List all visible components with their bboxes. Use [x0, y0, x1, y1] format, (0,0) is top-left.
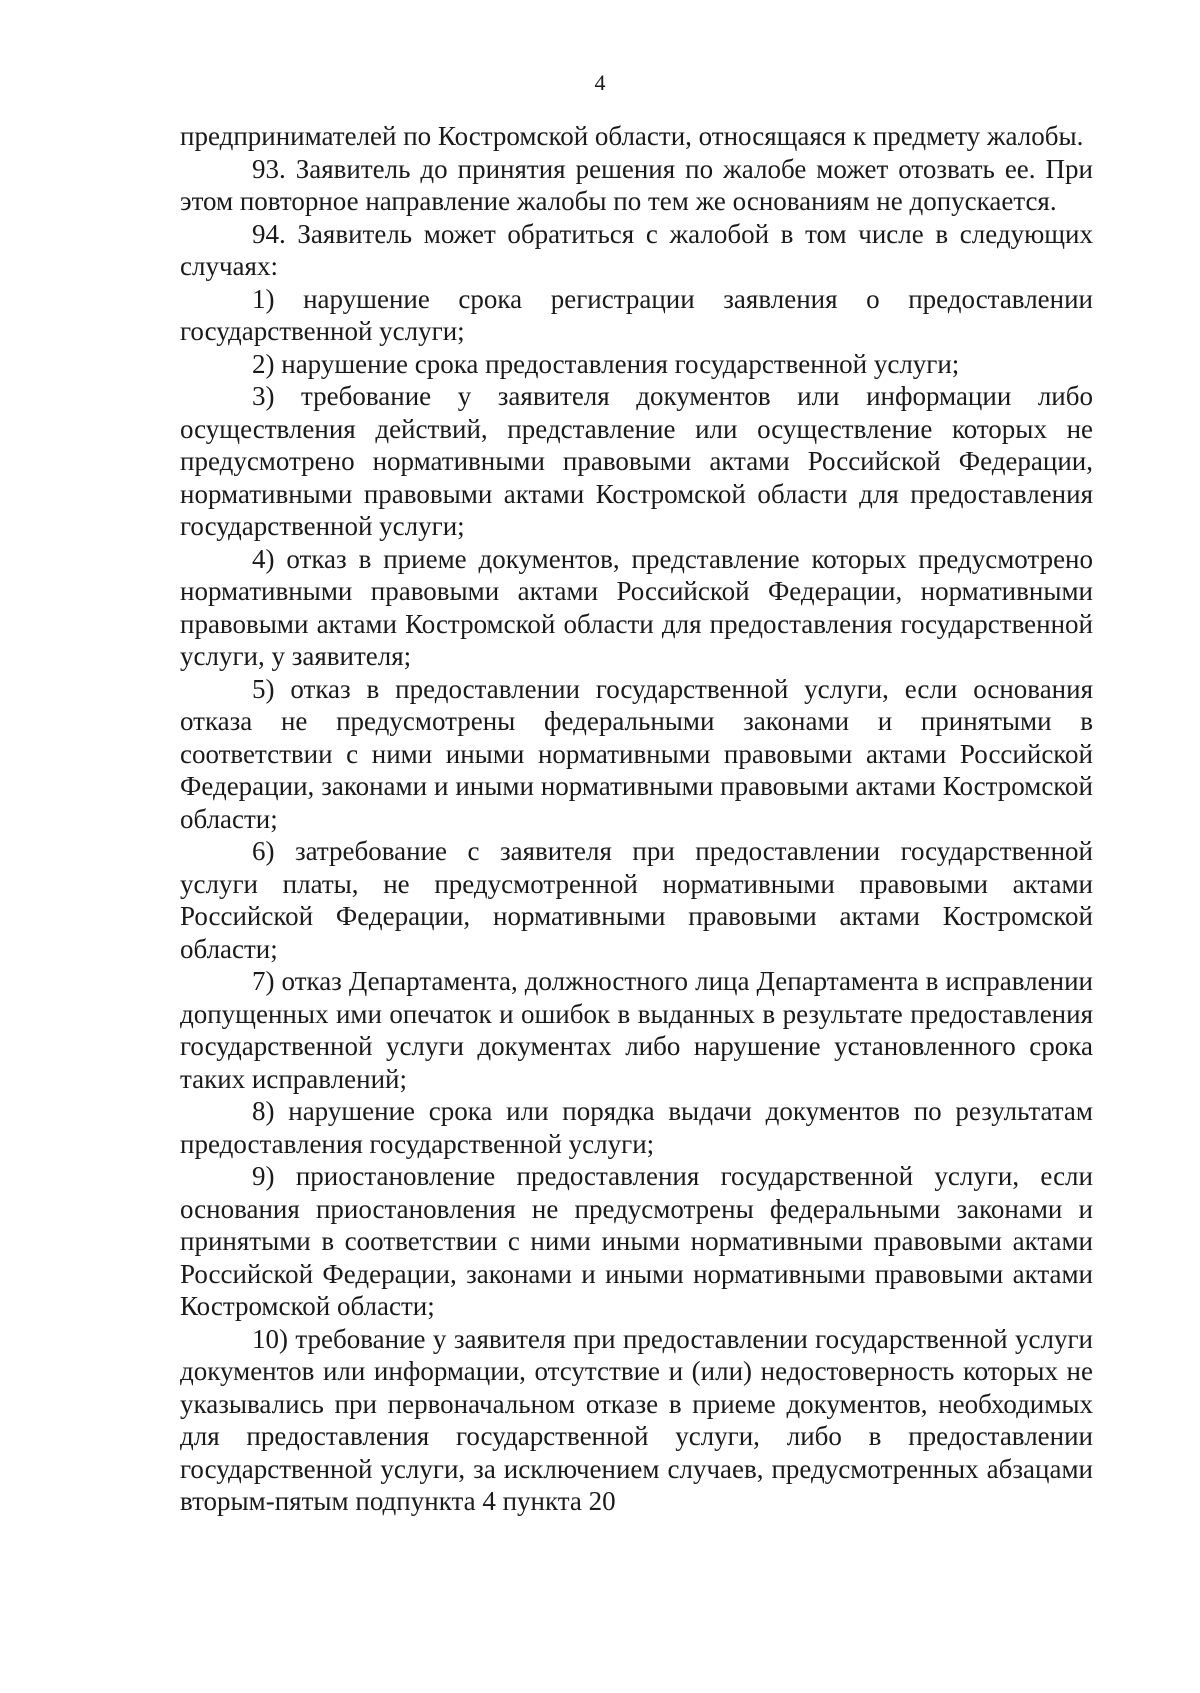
list-item-8: 8) нарушение срока или порядка выдачи документов по результатам предоставления государственной услуги;: [180, 1096, 1093, 1159]
paragraph-continuation: предпринимателей по Костромской области, относящаяся к предмету жалобы.: [180, 121, 1084, 151]
list-item-3: 3) требование у заявителя документов или информации либо осуществления действий, представление или осуществление которых не предусмотрено нормативными правовыми актами Российской Федерации, нормативными правовыми актами Костромской области для предоставления государственной услуги;: [180, 381, 1093, 541]
page-number: 4: [594, 70, 606, 95]
list-item-2: 2) нарушение срока предоставления государственной услуги;: [252, 348, 960, 379]
list-item-5: 5) отказ в предоставлении государственной услуги, если основания отказа не предусмотрены федеральными законами и принятыми в соответствии с ними иными нормативными правовыми актами Российской Федерации, законами и иными нормативными правовыми актами Костромской области;: [180, 673, 1093, 834]
list-item-1: 1) нарушение срока регистрации заявления о предоставлении государственной услуги;: [180, 283, 1093, 346]
document-body: [180, 120, 1093, 1518]
list-item-9: 9) приостановление предоставления государственной услуги, если основания приостановления не предусмотрены федеральными законами и принятыми в соответствии с ними иными нормативными правовыми актами Российской Федерации, законами и иными нормативными правовыми актами Костромской области;: [180, 1161, 1093, 1321]
paragraph-94: 94. Заявитель может обратиться с жалобой в том числе в следующих случаях:: [180, 218, 1093, 281]
list-item-7: 7) отказ Департамента, должностного лица Департамента в исправлении допущенных ими опечаток и ошибок в выданных в результате предоставления государственной услуги документах либо нарушение установленного срока таких исправлений;: [180, 966, 1093, 1094]
list-item-6: 6) затребование с заявителя при предоставлении государственной услуги платы, не предусмотренной нормативными правовыми актами Российской Федерации, нормативными правовыми актами Костромской области;: [180, 836, 1093, 964]
list-item-4: 4) отказ в приеме документов, представление которых предусмотрено нормативными правовыми актами Российской Федерации, нормативными правовыми актами Костромской области для предоставления государственной услуги, у заявителя;: [180, 543, 1093, 671]
list-item-10: 10) требование у заявителя при предоставлении государственной услуги документов или информации, отсутствие и (или) недостоверность которых не указывались при первоначальном отказе в приеме документов, необходимых для предоставления государственной услуги, либо в предоставлении государственной услуги, за исключением случаев, предусмотренных абзацами вторым-пятым подпункта 4 пункта 20: [180, 1323, 1093, 1516]
paragraph-93: 93. Заявитель до принятия решения по жалобе может отозвать ее. При этом повторное направление жалобы по тем же основаниям не допускается.: [180, 153, 1093, 216]
